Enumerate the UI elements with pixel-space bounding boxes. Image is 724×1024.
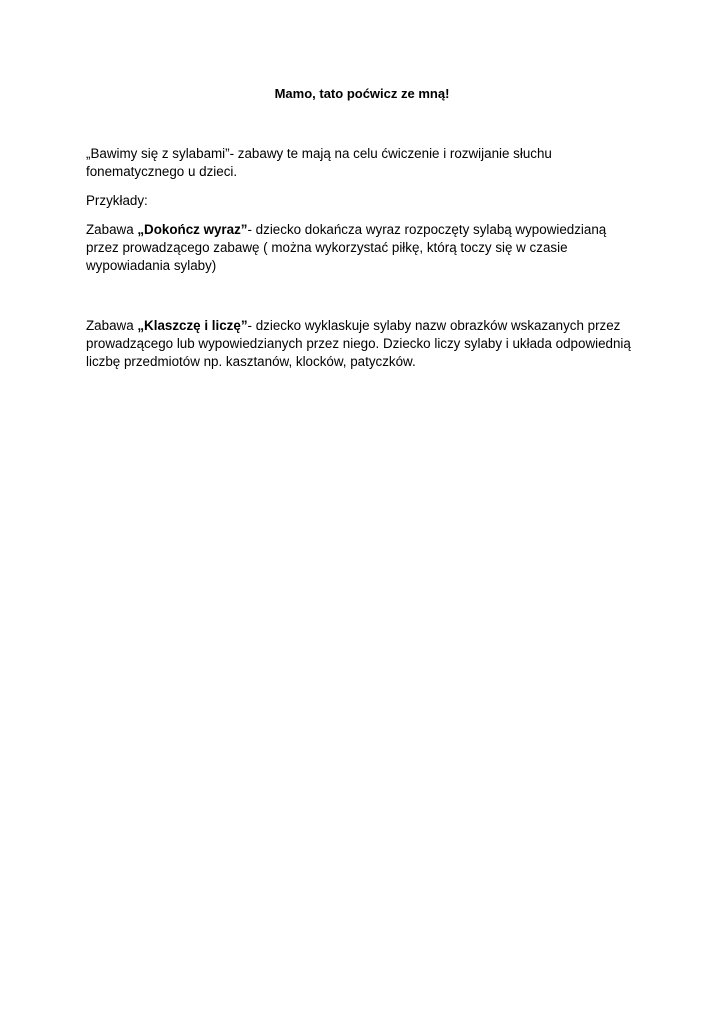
game1-line-1 xyxy=(86,221,646,239)
game1-prefix: Zabawa xyxy=(86,222,138,237)
game2-prefix: Zabawa xyxy=(86,318,138,333)
examples-label-text: Przykłady: xyxy=(86,193,148,208)
game1-line1-rest: - dziecko dokańcza wyraz rozpoczęty sylabą wypowiedzianą xyxy=(247,222,607,237)
intro-paragraph xyxy=(86,145,646,181)
game1-line-2: przez prowadzącego zabawę ( można wykorzystać piłkę, którą toczy się w czasie xyxy=(86,240,568,255)
game-dokoncz-wyraz-paragraph xyxy=(86,221,646,275)
intro-line-2: fonematycznego u dzieci. xyxy=(86,164,238,179)
document-title: Mamo, tato poćwicz ze mną! xyxy=(274,86,450,101)
game1-name: „Dokończ wyraz” xyxy=(137,222,248,237)
game2-line1-rest: - dziecko wyklaskuje sylaby nazw obrazków wskazanych przez xyxy=(247,318,621,333)
game2-line-3: liczbę przedmiotów np. kasztanów, klocków, patyczków. xyxy=(86,354,416,369)
intro-line-1: „Bawimy się z sylabami”- zabawy te mają na celu ćwiczenie i rozwijanie słuchu xyxy=(86,146,552,161)
game2-line-2: prowadzącego lub wypowiedzianych przez niego. Dziecko liczy sylaby i układa odpowiednią xyxy=(86,336,631,351)
game-klaszcze-i-licze-paragraph xyxy=(86,317,646,371)
game2-line-1 xyxy=(86,317,646,335)
game1-line-3: wypowiadania sylaby) xyxy=(86,258,217,273)
examples-label xyxy=(86,192,646,210)
game2-name: „Klaszczę i liczę” xyxy=(137,318,248,333)
